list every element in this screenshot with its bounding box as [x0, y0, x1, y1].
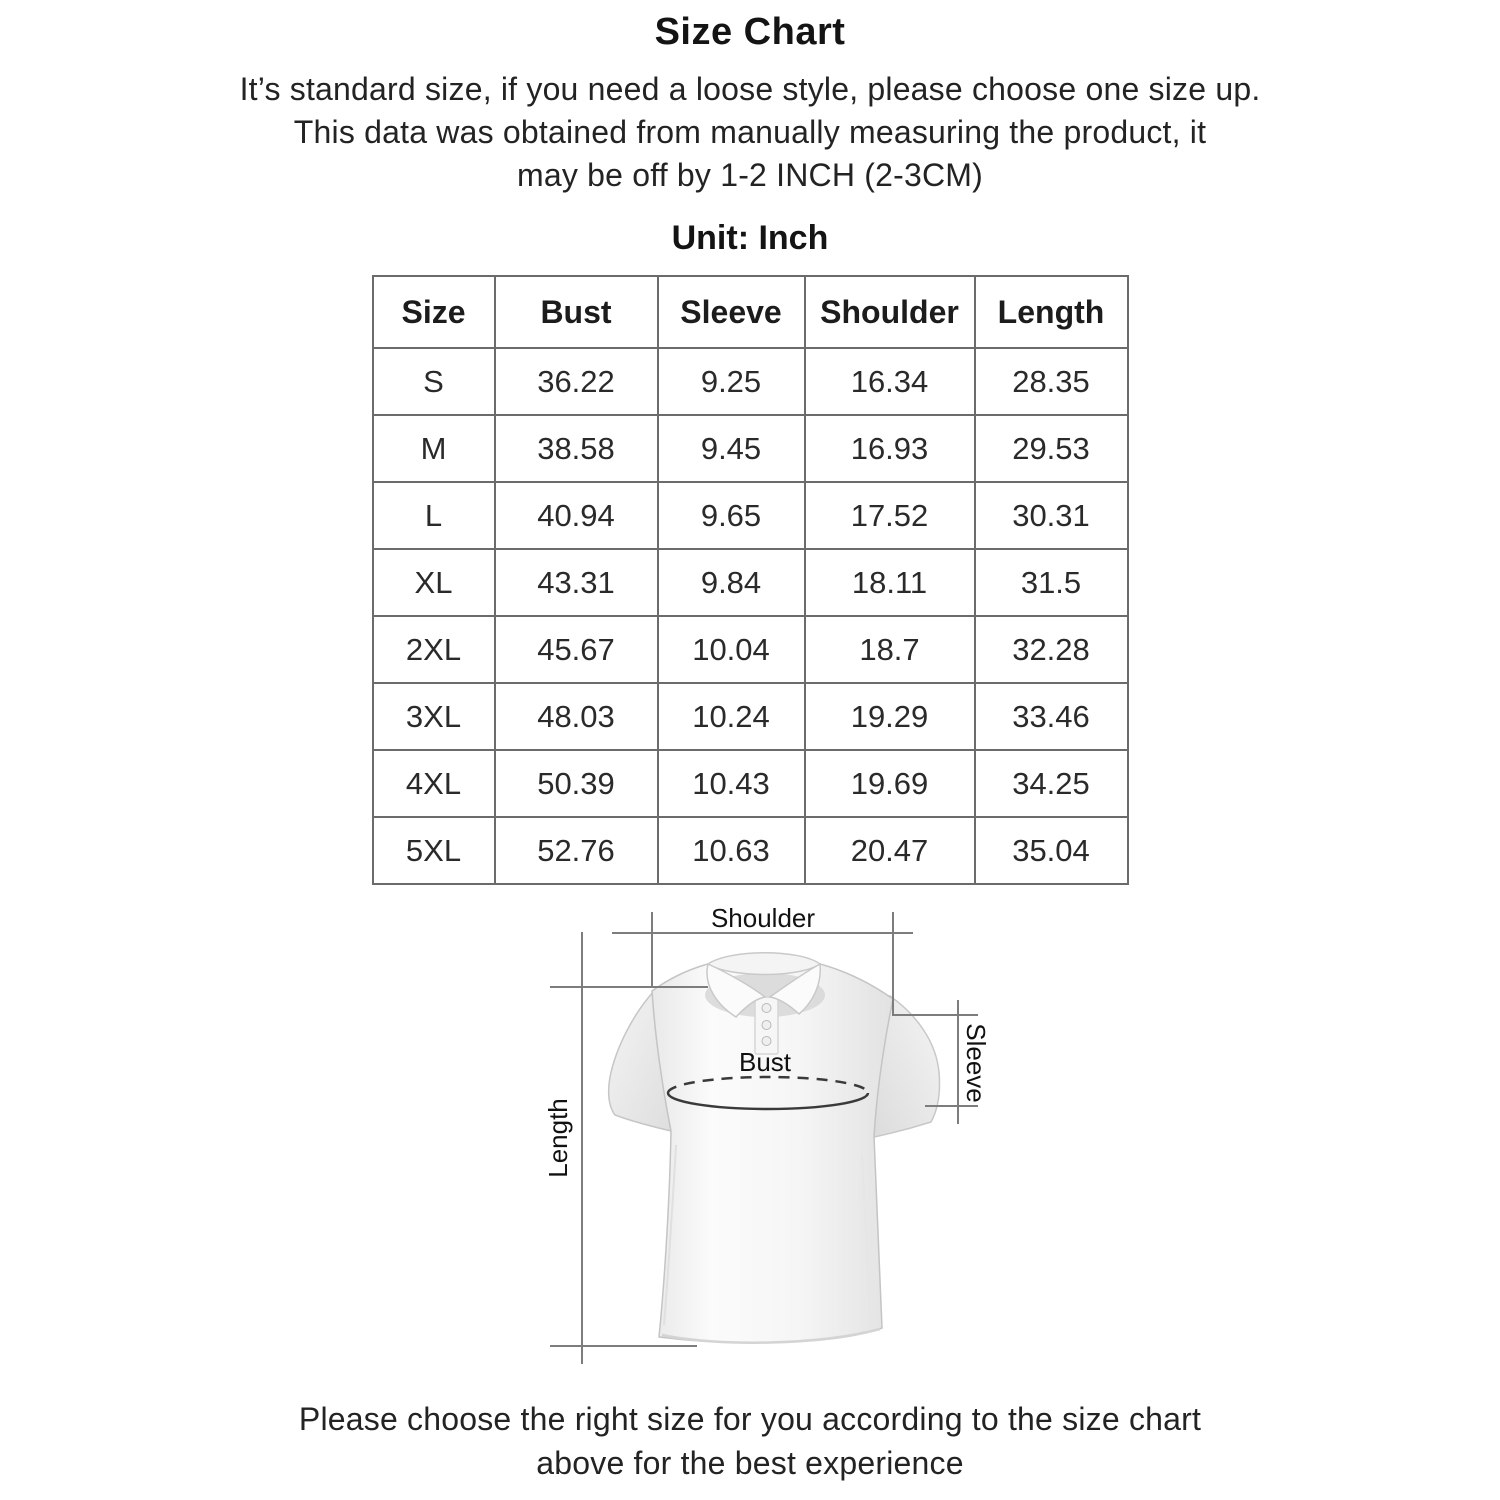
cell-size: 2XL: [373, 616, 495, 683]
cell-bust: 50.39: [495, 750, 658, 817]
cell-sleeve: 9.65: [658, 482, 805, 549]
size-table: [372, 275, 1129, 885]
cell-bust: 36.22: [495, 348, 658, 415]
footer-note: [0, 1397, 1500, 1485]
cell-bust: 52.76: [495, 817, 658, 884]
cell-bust: 48.03: [495, 683, 658, 750]
cell-shoulder: 16.34: [805, 348, 975, 415]
cell-shoulder: 18.11: [805, 549, 975, 616]
table-row: [373, 750, 1128, 817]
cell-size: XL: [373, 549, 495, 616]
table-header-row: [373, 276, 1128, 348]
cell-sleeve: 10.63: [658, 817, 805, 884]
footer-line-2: above for the best experience: [536, 1445, 964, 1481]
cell-size: S: [373, 348, 495, 415]
table-row: [373, 817, 1128, 884]
polo-shirt-illustration: [520, 895, 1010, 1375]
footer-line-1: Please choose the right size for you according to the size chart: [298, 1401, 1202, 1437]
table-row: [373, 616, 1128, 683]
diagram-label-sleeve: Sleeve: [961, 1023, 992, 1103]
cell-sleeve: 10.04: [658, 616, 805, 683]
cell-length: 35.04: [975, 817, 1128, 884]
cell-shoulder: 19.29: [805, 683, 975, 750]
cell-sleeve: 9.84: [658, 549, 805, 616]
disclaimer-line-1: It’s standard size, if you need a loose style, please choose one size up.: [239, 71, 1261, 107]
shirt-button: [762, 1021, 771, 1030]
cell-bust: 40.94: [495, 482, 658, 549]
diagram-label-bust: Bust: [738, 1047, 792, 1077]
diagram-label-shoulder: Shoulder: [710, 903, 816, 933]
header-shoulder: Shoulder: [805, 276, 975, 348]
cell-length: 34.25: [975, 750, 1128, 817]
cell-size: 5XL: [373, 817, 495, 884]
cell-bust: 43.31: [495, 549, 658, 616]
table-row: [373, 348, 1128, 415]
diagram-label-length: Length: [542, 1098, 573, 1178]
cell-size: 3XL: [373, 683, 495, 750]
cell-length: 30.31: [975, 482, 1128, 549]
disclaimer-line-3: may be off by 1-2 INCH (2-3CM): [517, 157, 983, 193]
cell-sleeve: 9.25: [658, 348, 805, 415]
header-sleeve: Sleeve: [658, 276, 805, 348]
cell-bust: 45.67: [495, 616, 658, 683]
unit-label: Unit: Inch: [671, 219, 829, 257]
shirt-button: [762, 1037, 771, 1046]
cell-length: 33.46: [975, 683, 1128, 750]
table-row: [373, 549, 1128, 616]
cell-shoulder: 20.47: [805, 817, 975, 884]
cell-size: M: [373, 415, 495, 482]
cell-length: 29.53: [975, 415, 1128, 482]
table-row: [373, 683, 1128, 750]
table-row: [373, 482, 1128, 549]
cell-size: L: [373, 482, 495, 549]
size-disclaimer: [0, 68, 1500, 197]
disclaimer-line-2: This data was obtained from manually measuring the product, it: [293, 114, 1207, 150]
header-length: Length: [975, 276, 1128, 348]
cell-length: 32.28: [975, 616, 1128, 683]
page-title: Size Chart: [654, 11, 846, 53]
cell-shoulder: 17.52: [805, 482, 975, 549]
cell-length: 31.5: [975, 549, 1128, 616]
cell-length: 28.35: [975, 348, 1128, 415]
cell-sleeve: 9.45: [658, 415, 805, 482]
shirt-button: [762, 1004, 771, 1013]
cell-shoulder: 18.7: [805, 616, 975, 683]
cell-bust: 38.58: [495, 415, 658, 482]
cell-size: 4XL: [373, 750, 495, 817]
measurement-diagram: [520, 895, 1010, 1375]
cell-shoulder: 16.93: [805, 415, 975, 482]
cell-shoulder: 19.69: [805, 750, 975, 817]
cell-sleeve: 10.43: [658, 750, 805, 817]
header-bust: Bust: [495, 276, 658, 348]
table-row: [373, 415, 1128, 482]
header-size: Size: [373, 276, 495, 348]
cell-sleeve: 10.24: [658, 683, 805, 750]
